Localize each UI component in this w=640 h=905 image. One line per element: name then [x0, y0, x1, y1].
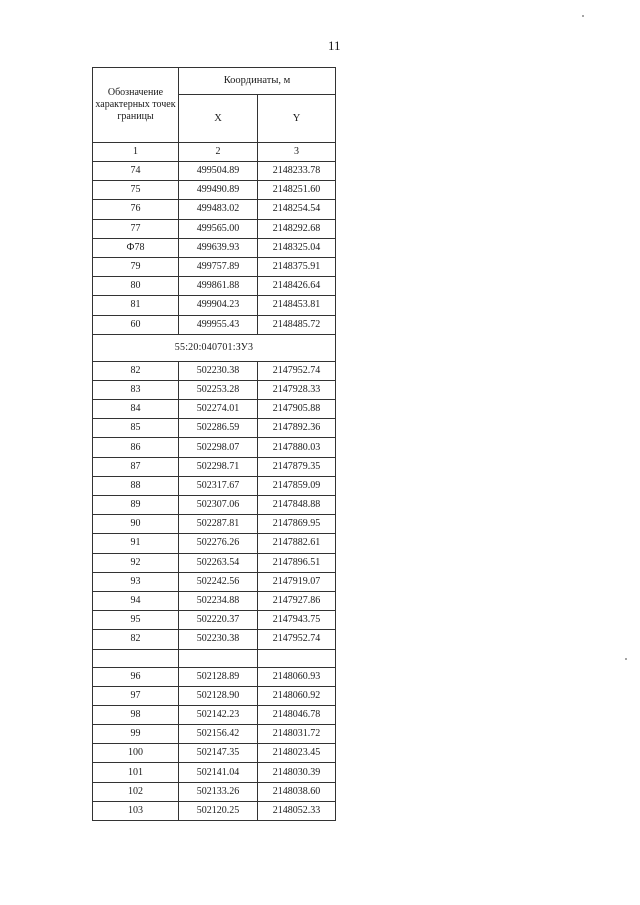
x-coordinate-cell: 502133.26 — [179, 782, 258, 801]
x-coordinate-cell: 499483.02 — [179, 200, 258, 219]
table-row — [93, 496, 336, 515]
section-label: 55:20:040701:ЗУ3 — [93, 334, 336, 361]
x-coordinate-cell: 502234.88 — [179, 591, 258, 610]
y-coordinate-cell: 2148251.60 — [258, 181, 336, 200]
x-coordinate-cell: 499639.93 — [179, 238, 258, 257]
coords-header: Координаты, м — [179, 68, 336, 95]
point-id-cell: 94 — [93, 591, 179, 610]
point-id-cell: 88 — [93, 476, 179, 495]
x-coordinate-cell: 502156.42 — [179, 725, 258, 744]
point-id-cell: 85 — [93, 419, 179, 438]
point-id-cell: 97 — [93, 686, 179, 705]
y-coordinate-cell: 2148426.64 — [258, 277, 336, 296]
table-row — [93, 361, 336, 380]
point-id-cell: 100 — [93, 744, 179, 763]
x-coordinate-cell: 502263.54 — [179, 553, 258, 572]
x-coordinate-cell: 502230.38 — [179, 361, 258, 380]
point-id-cell: 83 — [93, 380, 179, 399]
y-coordinate-cell: 2148030.39 — [258, 763, 336, 782]
y-header: Y — [258, 95, 336, 143]
y-coordinate-cell: 2148233.78 — [258, 162, 336, 181]
x-coordinate-cell: 499955.43 — [179, 315, 258, 334]
x-coordinate-cell: 502298.07 — [179, 438, 258, 457]
table-row — [93, 553, 336, 572]
x-coordinate-cell: 502142.23 — [179, 705, 258, 724]
point-id-cell: 102 — [93, 782, 179, 801]
table-row — [93, 763, 336, 782]
point-id-cell: 82 — [93, 630, 179, 649]
column-number: 3 — [258, 143, 336, 162]
y-coordinate-cell: 2147928.33 — [258, 380, 336, 399]
x-coordinate-cell: 499504.89 — [179, 162, 258, 181]
table-row — [93, 476, 336, 495]
page-number: 11 — [328, 38, 341, 53]
x-coordinate-cell: 502230.38 — [179, 630, 258, 649]
y-coordinate-cell: 2147919.07 — [258, 572, 336, 591]
x-coordinate-cell: 502317.67 — [179, 476, 258, 495]
point-id-cell: 93 — [93, 572, 179, 591]
y-coordinate-cell: 2147880.03 — [258, 438, 336, 457]
y-coordinate-cell: 2148031.72 — [258, 725, 336, 744]
y-coordinate-cell: 2147879.35 — [258, 457, 336, 476]
blank-cell — [179, 649, 258, 667]
y-coordinate-cell: 2147952.74 — [258, 361, 336, 380]
point-id-cell: 101 — [93, 763, 179, 782]
point-id-cell: 82 — [93, 361, 179, 380]
table-row — [93, 782, 336, 801]
blank-cell — [258, 649, 336, 667]
scan-speck — [625, 658, 627, 660]
y-coordinate-cell: 2147882.61 — [258, 534, 336, 553]
table-row — [93, 219, 336, 238]
x-coordinate-cell: 502307.06 — [179, 496, 258, 515]
y-coordinate-cell: 2147943.75 — [258, 611, 336, 630]
y-coordinate-cell: 2147896.51 — [258, 553, 336, 572]
table-row — [93, 315, 336, 334]
point-id-cell: 77 — [93, 219, 179, 238]
x-coordinate-cell: 502141.04 — [179, 763, 258, 782]
coordinates-table — [92, 67, 336, 821]
y-coordinate-cell: 2148060.93 — [258, 667, 336, 686]
table-row — [93, 801, 336, 820]
table-row — [93, 438, 336, 457]
point-id-cell: 86 — [93, 438, 179, 457]
point-id-cell: Ф78 — [93, 238, 179, 257]
table-row — [93, 400, 336, 419]
point-id-cell: 60 — [93, 315, 179, 334]
y-coordinate-cell: 2147927.86 — [258, 591, 336, 610]
table-row — [93, 419, 336, 438]
header-row-top — [93, 68, 336, 95]
x-header: X — [179, 95, 258, 143]
point-id-cell: 79 — [93, 257, 179, 276]
point-id-cell: 92 — [93, 553, 179, 572]
table-row — [93, 667, 336, 686]
x-coordinate-cell: 499490.89 — [179, 181, 258, 200]
point-id-cell: 99 — [93, 725, 179, 744]
x-coordinate-cell: 502128.89 — [179, 667, 258, 686]
section-row — [93, 334, 336, 361]
point-id-cell: 91 — [93, 534, 179, 553]
x-coordinate-cell: 502276.26 — [179, 534, 258, 553]
point-id-cell: 81 — [93, 296, 179, 315]
point-id-cell: 95 — [93, 611, 179, 630]
y-coordinate-cell: 2147848.88 — [258, 496, 336, 515]
point-id-cell: 80 — [93, 277, 179, 296]
point-id-cell: 84 — [93, 400, 179, 419]
y-coordinate-cell: 2148046.78 — [258, 705, 336, 724]
y-coordinate-cell: 2148023.45 — [258, 744, 336, 763]
table-row — [93, 238, 336, 257]
table-row — [93, 572, 336, 591]
column-number: 1 — [93, 143, 179, 162]
y-coordinate-cell: 2147859.09 — [258, 476, 336, 495]
y-coordinate-cell: 2148052.33 — [258, 801, 336, 820]
x-coordinate-cell: 502120.25 — [179, 801, 258, 820]
x-coordinate-cell: 502298.71 — [179, 457, 258, 476]
point-id-cell: 89 — [93, 496, 179, 515]
x-coordinate-cell: 502128.90 — [179, 686, 258, 705]
table-row — [93, 630, 336, 649]
y-coordinate-cell: 2147905.88 — [258, 400, 336, 419]
column-number-row — [93, 143, 336, 162]
column-number: 2 — [179, 143, 258, 162]
point-id-cell: 96 — [93, 667, 179, 686]
blank-cell — [93, 649, 179, 667]
x-coordinate-cell: 502220.37 — [179, 611, 258, 630]
y-coordinate-cell: 2147869.95 — [258, 515, 336, 534]
x-coordinate-cell: 499904.23 — [179, 296, 258, 315]
y-coordinate-cell: 2147892.36 — [258, 419, 336, 438]
table-row — [93, 534, 336, 553]
x-coordinate-cell: 502287.81 — [179, 515, 258, 534]
table-row — [93, 380, 336, 399]
y-coordinate-cell: 2148292.68 — [258, 219, 336, 238]
table-row — [93, 725, 336, 744]
x-coordinate-cell: 502286.59 — [179, 419, 258, 438]
y-coordinate-cell: 2148038.60 — [258, 782, 336, 801]
y-coordinate-cell: 2148254.54 — [258, 200, 336, 219]
y-coordinate-cell: 2148325.04 — [258, 238, 336, 257]
blank-row — [93, 649, 336, 667]
y-coordinate-cell: 2147952.74 — [258, 630, 336, 649]
point-id-cell: 87 — [93, 457, 179, 476]
x-coordinate-cell: 502147.35 — [179, 744, 258, 763]
table-row — [93, 296, 336, 315]
y-coordinate-cell: 2148375.91 — [258, 257, 336, 276]
table-row — [93, 457, 336, 476]
point-id-cell: 98 — [93, 705, 179, 724]
point-id-cell: 103 — [93, 801, 179, 820]
y-coordinate-cell: 2148060.92 — [258, 686, 336, 705]
point-label-header: Обозначение характерных точек границы — [93, 68, 179, 143]
table-row — [93, 200, 336, 219]
x-coordinate-cell: 499861.88 — [179, 277, 258, 296]
table-row — [93, 705, 336, 724]
x-coordinate-cell: 502274.01 — [179, 400, 258, 419]
x-coordinate-cell: 502253.28 — [179, 380, 258, 399]
table-row — [93, 686, 336, 705]
x-coordinate-cell: 499757.89 — [179, 257, 258, 276]
table-row — [93, 744, 336, 763]
y-coordinate-cell: 2148485.72 — [258, 315, 336, 334]
scan-speck — [582, 15, 584, 17]
table-row — [93, 277, 336, 296]
table-row — [93, 162, 336, 181]
point-id-cell: 75 — [93, 181, 179, 200]
table-row — [93, 611, 336, 630]
table-row — [93, 257, 336, 276]
table-row — [93, 181, 336, 200]
point-id-cell: 74 — [93, 162, 179, 181]
table-row — [93, 591, 336, 610]
table-row — [93, 515, 336, 534]
point-id-cell: 90 — [93, 515, 179, 534]
point-id-cell: 76 — [93, 200, 179, 219]
y-coordinate-cell: 2148453.81 — [258, 296, 336, 315]
x-coordinate-cell: 499565.00 — [179, 219, 258, 238]
x-coordinate-cell: 502242.56 — [179, 572, 258, 591]
